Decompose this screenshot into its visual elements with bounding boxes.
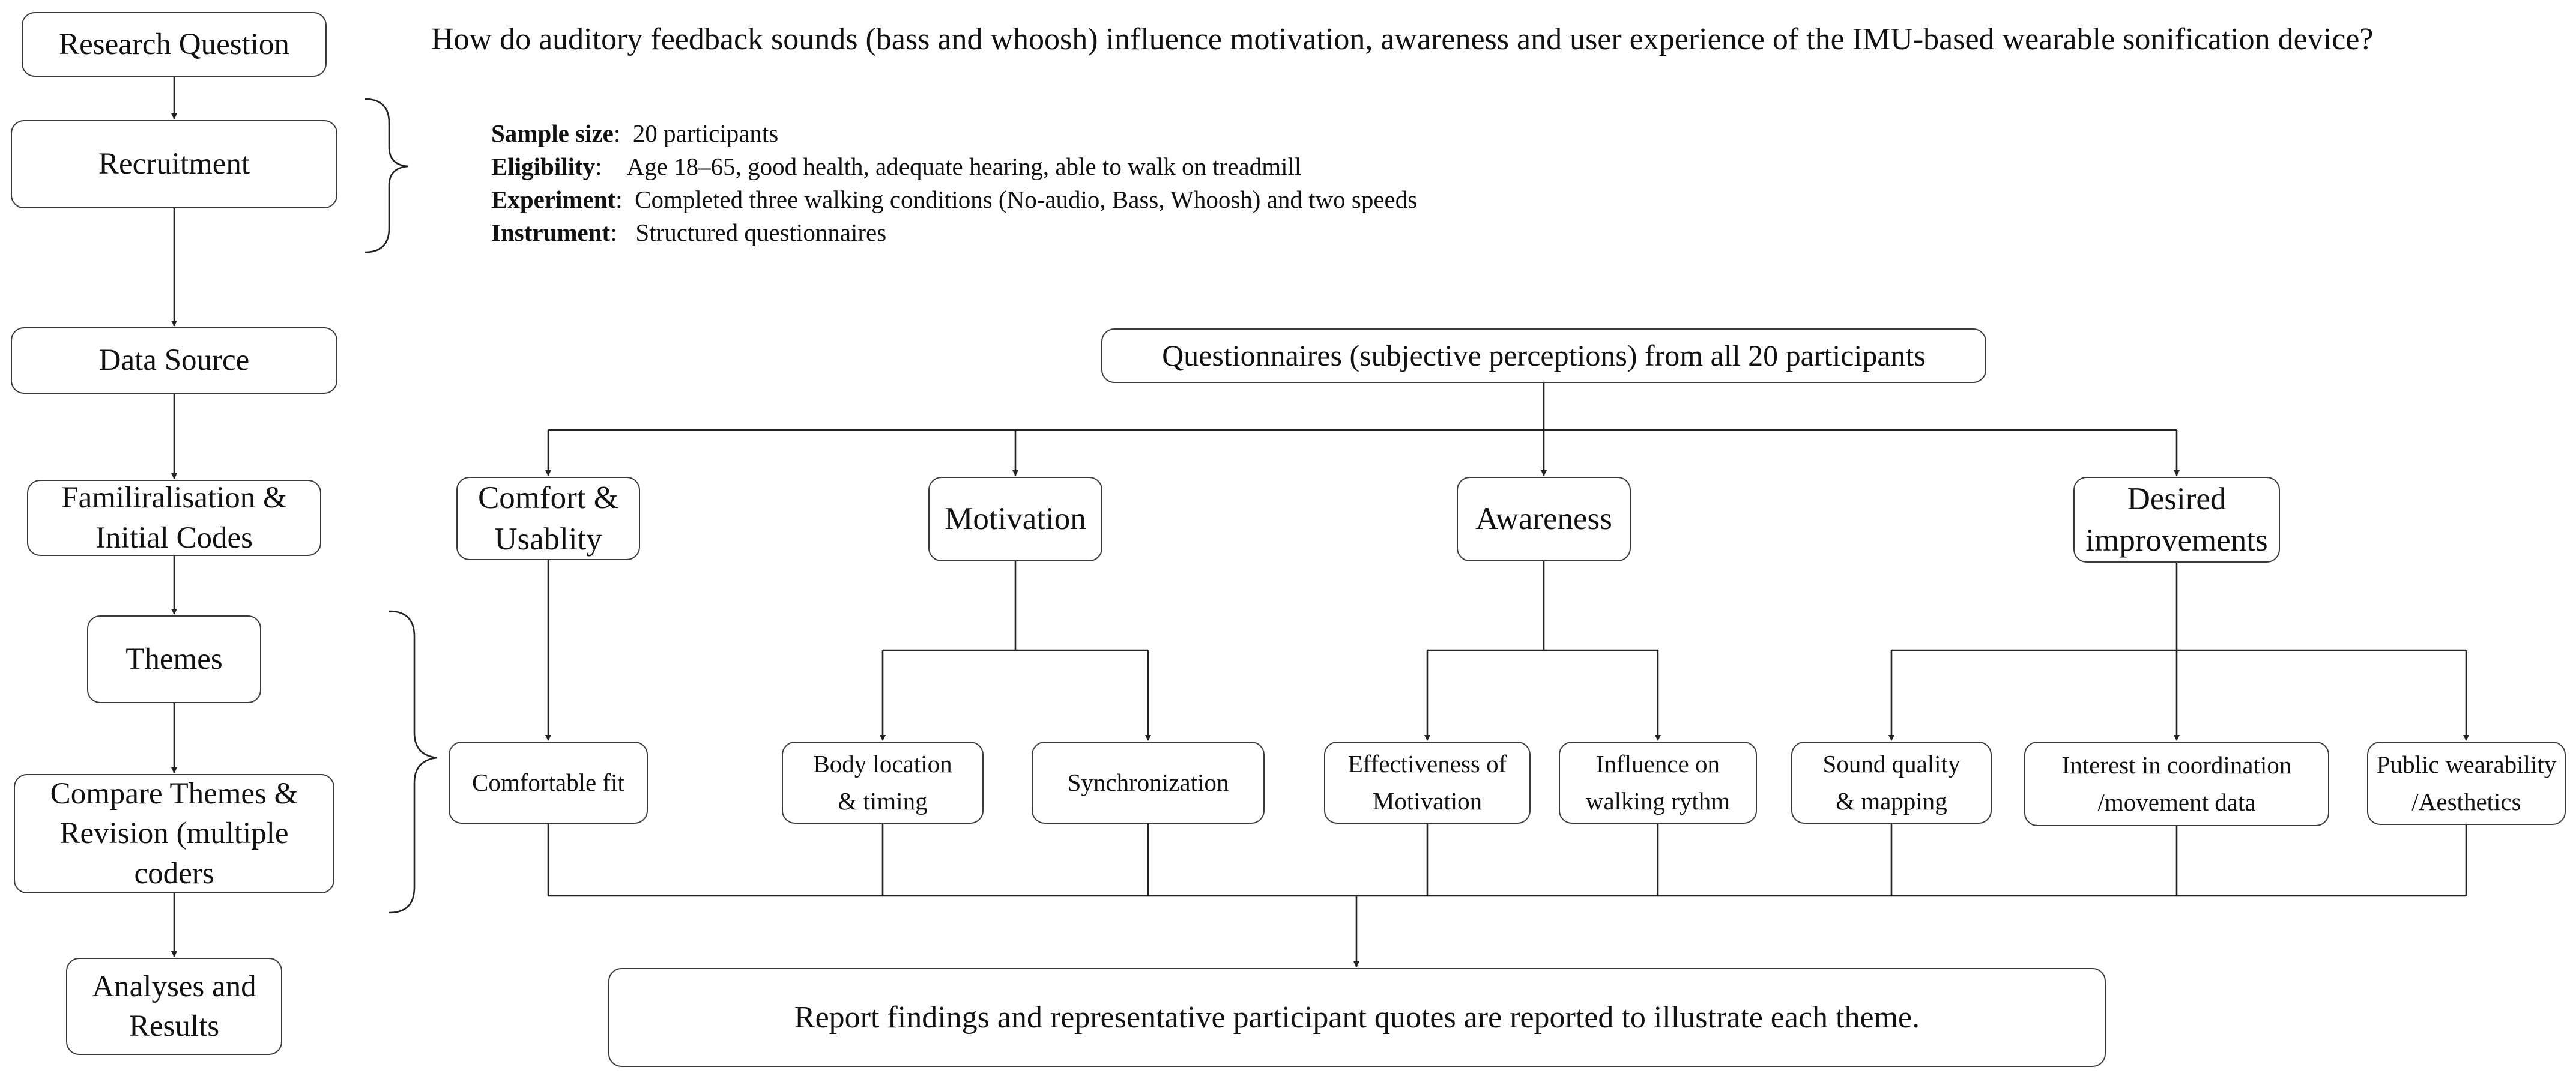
info-label: Sample size bbox=[491, 119, 614, 147]
theme-awareness: Awareness bbox=[1457, 477, 1631, 561]
subtheme-influence-walking-rhythm: Influence on walking rythm bbox=[1559, 742, 1757, 824]
familiarisation-step: Familiralisation & Initial Codes bbox=[27, 480, 321, 556]
info-label: Instrument bbox=[491, 219, 611, 246]
theme-desired-improvements: Desired improvements bbox=[2073, 477, 2280, 563]
subtheme-comfortable-fit: Comfortable fit bbox=[449, 742, 648, 824]
compare-themes-step: Compare Themes & Revision (multiple coders bbox=[14, 774, 334, 893]
subtheme-public-wearability-aesthetics: Public wearability /Aesthetics bbox=[2367, 742, 2566, 825]
info-value: 20 participants bbox=[632, 119, 779, 147]
info-value: Structured questionnaires bbox=[635, 219, 887, 246]
data-source-step: Data Source bbox=[11, 327, 337, 394]
info-instrument: Instrument: Structured questionnaires bbox=[491, 219, 887, 246]
info-experiment: Experiment: Completed three walking conditions (No-audio, Bass, Whoosh) and two speeds bbox=[491, 186, 1418, 213]
recruitment-step: Recruitment bbox=[11, 120, 337, 208]
subtheme-synchronization: Synchronization bbox=[1032, 742, 1265, 824]
subtheme-coordination-movement-data: Interest in coordination /movement data bbox=[2024, 742, 2329, 826]
themes-step: Themes bbox=[87, 615, 261, 703]
theme-comfort-usability: Comfort & Usablity bbox=[456, 477, 640, 560]
research-question-step: Research Question bbox=[22, 12, 327, 77]
research-question-text: How do auditory feedback sounds (bass and whoosh) influence motivation, awareness and user experience of the IMU-based wearable sonification device? bbox=[431, 22, 2374, 56]
subtheme-effectiveness-of-motivation: Effectiveness of Motivation bbox=[1324, 742, 1531, 824]
questionnaires-box: Questionnaires (subjective perceptions) from all 20 participants bbox=[1101, 328, 1986, 383]
info-sample-size: Sample size: 20 participants bbox=[491, 119, 779, 147]
info-value: Completed three walking conditions (No-audio, Bass, Whoosh) and two speeds bbox=[635, 186, 1418, 213]
recruitment-details bbox=[491, 117, 1417, 249]
subtheme-sound-quality-mapping: Sound quality & mapping bbox=[1791, 742, 1992, 824]
brace-themes bbox=[389, 611, 437, 913]
info-eligibility: Eligibility: Age 18–65, good health, adequate hearing, able to walk on treadmill bbox=[491, 153, 1302, 180]
brace-recruitment bbox=[365, 99, 408, 252]
info-label: Experiment bbox=[491, 186, 616, 213]
info-value: Age 18–65, good health, adequate hearing, able to walk on treadmill bbox=[626, 153, 1302, 180]
info-label: Eligibility bbox=[491, 153, 596, 180]
subtheme-body-location-timing: Body location & timing bbox=[782, 742, 984, 824]
analyses-results-step: Analyses and Results bbox=[66, 958, 282, 1055]
report-findings-box: Report findings and representative participant quotes are reported to illustrate each theme. bbox=[608, 968, 2106, 1067]
theme-motivation: Motivation bbox=[928, 477, 1102, 561]
